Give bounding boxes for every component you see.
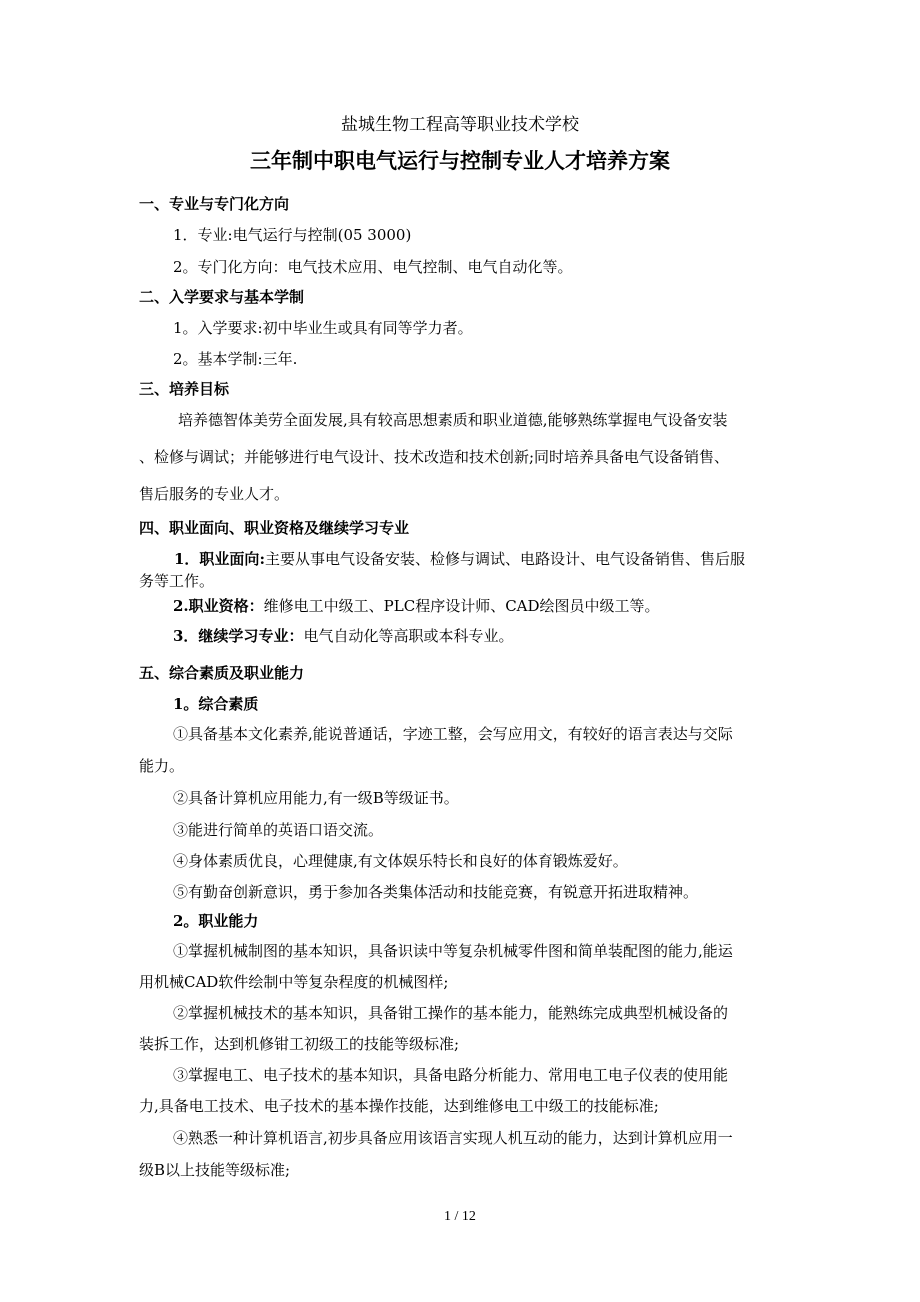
s2-item-1: 1。入学要求:初中毕业生或具有同等学力者。 <box>173 319 473 337</box>
ability-item-3-line-1: ③掌握电工、电子技术的基本知识，具备电路分析能力、常用电工电子仪表的使用能 <box>173 1066 729 1084</box>
s4-item-1-text: 主要从事电气设备安装、检修与调试、电路设计、电气设备销售、售后服 <box>264 550 745 568</box>
document-title: 三年制中职电气运行与控制专业人才培养方案 <box>250 148 670 173</box>
section-1-heading: 一、专业与专门化方向 <box>139 195 290 213</box>
quality-item-4: ④身体素质优良，心理健康,有文体娱乐特长和良好的体育锻炼爱好。 <box>173 852 628 870</box>
s4-item-3-text: 电气自动化等高职或本科专业。 <box>303 627 514 645</box>
s1-item-1: 1．专业:电气运行与控制(05 3000) <box>173 226 412 244</box>
s4-item-2-label: 2.职业资格： <box>173 597 264 615</box>
ability-item-1-line-1: ①掌握机械制图的基本知识，具备识读中等复杂机械零件图和简单装配图的能力,能运 <box>173 942 733 960</box>
section-4-heading: 四、职业面向、职业资格及继续学习专业 <box>139 519 410 537</box>
s5-subheading-1: 1。综合素质 <box>173 695 259 713</box>
ability-item-2-line-1: ②掌握机械技术的基本知识，具备钳工操作的基本能力，能熟练完成典型机械设备的 <box>173 1004 729 1022</box>
quality-item-3: ③能进行简单的英语口语交流。 <box>173 821 384 839</box>
s1-item-2: 2。专门化方向：电气技术应用、电气控制、电气自动化等。 <box>173 258 573 276</box>
ability-item-4-line-2: 级B以上技能等级标准; <box>139 1161 291 1179</box>
section-3-heading: 三、培养目标 <box>139 380 230 398</box>
quality-item-5: ⑤有勤奋创新意识，勇于参加各类集体活动和技能竞赛，有锐意开拓进取精神。 <box>173 883 699 901</box>
ability-item-2-line-2: 装拆工作，达到机修钳工初级工的技能等级标准; <box>139 1035 460 1053</box>
section-5-heading: 五、综合素质及职业能力 <box>139 664 305 682</box>
ability-item-1-line-2: 用机械CAD软件绘制中等复杂程度的机械图样; <box>139 973 449 991</box>
s3-paragraph-line-3: 售后服务的专业人才。 <box>139 485 290 503</box>
ability-item-4-line-1: ④熟悉一种计算机语言,初步具备应用该语言实现人机互动的能力，达到计算机应用一 <box>173 1129 733 1147</box>
s3-paragraph-line-2: 、检修与调试；并能够进行电气设计、技术改造和技术创新;同时培养具备电气设备销售、 <box>139 448 730 466</box>
school-name: 盐城生物工程高等职业技术学校 <box>341 115 579 135</box>
s4-item-2 <box>173 596 660 616</box>
ability-item-3-line-2: 力,具备电工技术、电子技术的基本操作技能，达到维修电工中级工的技能标准; <box>139 1097 659 1115</box>
s4-item-1-continued: 务等工作。 <box>139 572 215 590</box>
s5-subheading-2: 2。职业能力 <box>173 912 259 930</box>
s4-item-2-text: 维修电工中级工、PLC程序设计师、CAD绘图员中级工等。 <box>263 597 660 615</box>
s4-item-3 <box>173 626 513 646</box>
page-number: 1 / 12 <box>444 1209 476 1224</box>
quality-item-2: ②具备计算机应用能力,有一级B等级证书。 <box>173 789 459 807</box>
s4-item-1 <box>174 549 745 569</box>
quality-item-1-line-2: 能力。 <box>139 757 185 775</box>
s3-paragraph-line-1: 培养德智体美劳全面发展,具有较高思想素质和职业道德,能够熟练掌握电气设备安装 <box>178 411 728 429</box>
s2-item-2: 2。基本学制:三年. <box>173 350 298 368</box>
quality-item-1-line-1: ①具备基本文化素养,能说普通话，字迹工整，会写应用文，有较好的语言表达与交际 <box>173 725 733 743</box>
s4-item-1-label: 1．职业面向: <box>174 550 265 568</box>
s4-item-3-label: 3．继续学习专业： <box>173 627 304 645</box>
section-2-heading: 二、入学要求与基本学制 <box>139 288 305 306</box>
